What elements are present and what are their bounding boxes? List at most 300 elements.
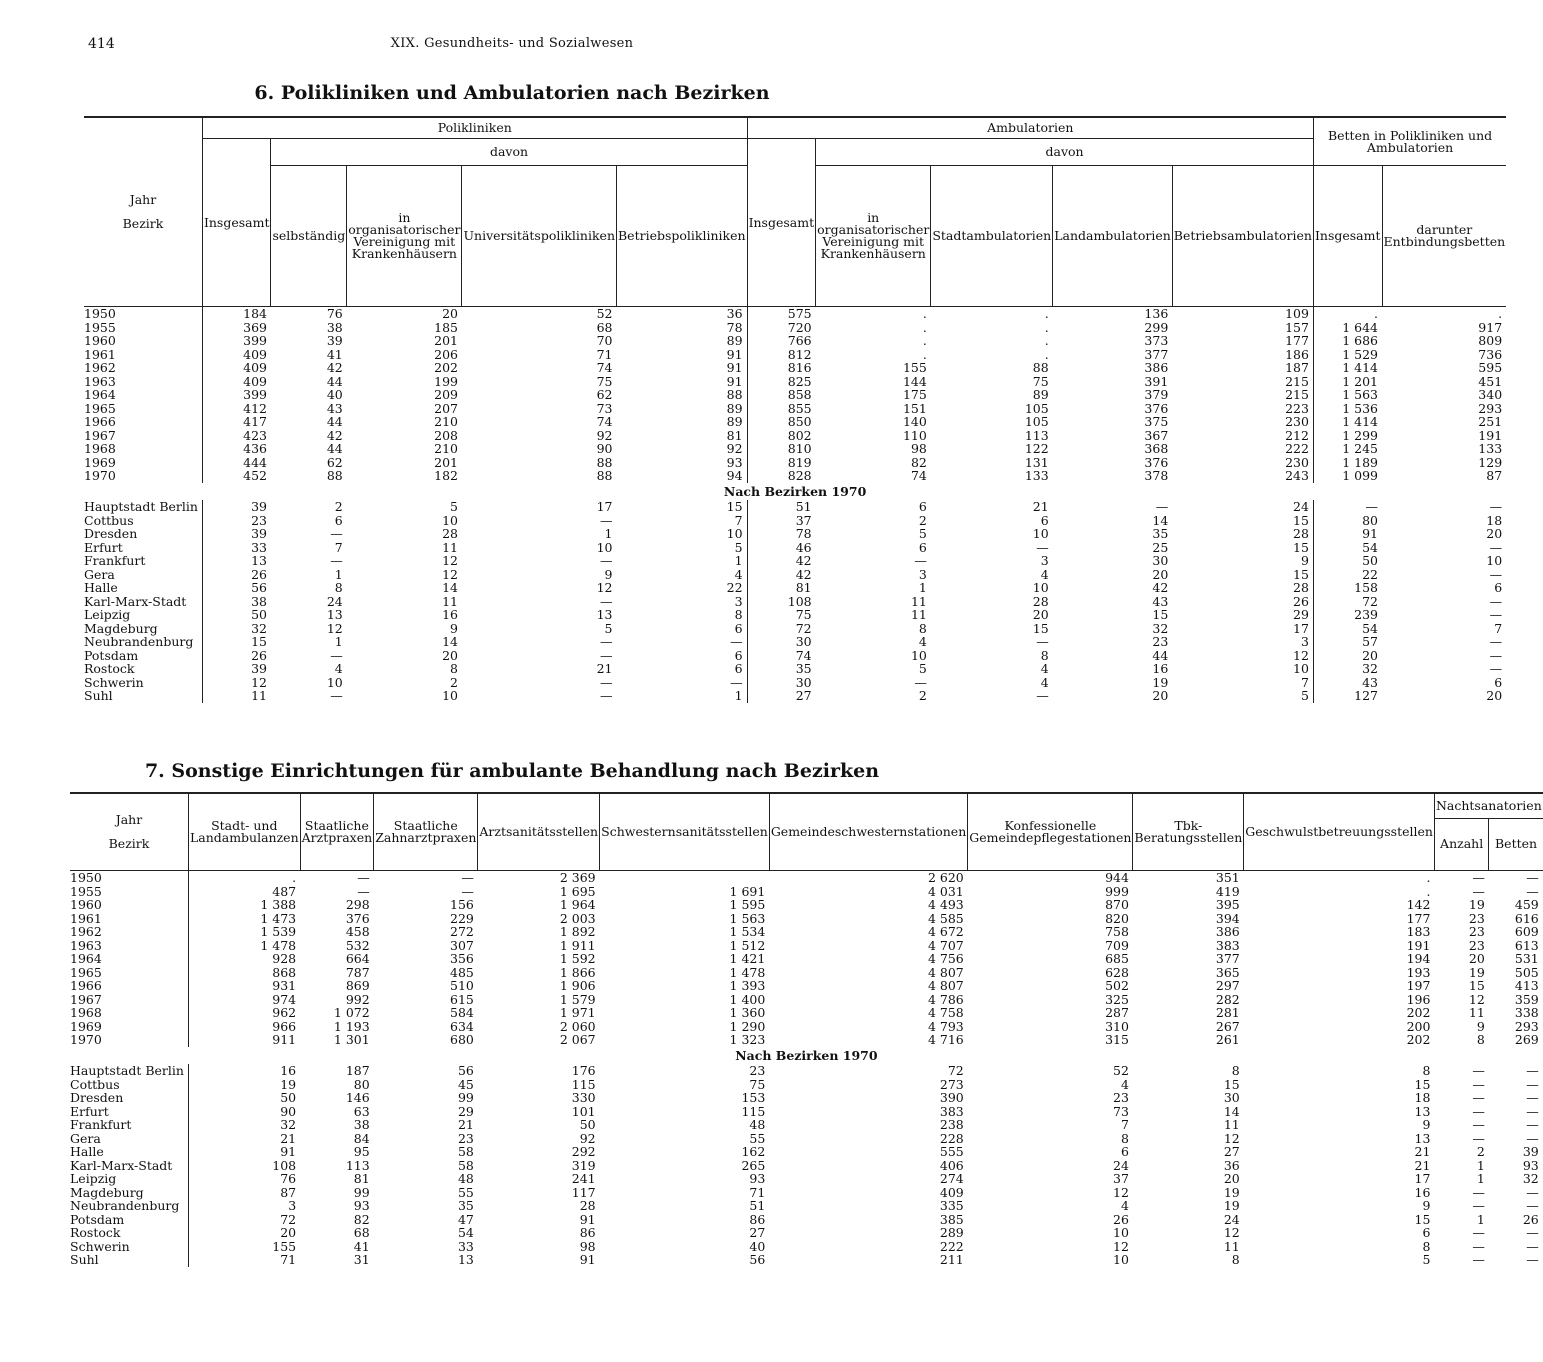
- table-cell: 628: [1105, 964, 1129, 980]
- table-cell: 200: [1406, 1018, 1431, 1034]
- table-cell: 365: [1215, 964, 1240, 980]
- table-cell: 153: [741, 1090, 766, 1105]
- table-cell: 6: [734, 647, 743, 663]
- table-cell: 91: [188, 1145, 300, 1159]
- table-cell: 1 539: [188, 925, 300, 939]
- table-cell: 199: [434, 373, 458, 389]
- table-cell: 1 421: [729, 951, 766, 966]
- table-cell: 2 620: [927, 870, 964, 885]
- table-cell: 38: [326, 319, 343, 335]
- table-cell: 23: [1113, 1090, 1129, 1105]
- table-cell: 98: [910, 441, 927, 456]
- table-cell: 15: [1468, 978, 1485, 993]
- table-cell: .: [1426, 870, 1431, 885]
- table-cell: 7: [334, 539, 343, 555]
- table-cell: 18: [1486, 512, 1503, 528]
- table-cell: —: [1526, 1117, 1539, 1132]
- table-cell: 787: [345, 964, 370, 980]
- table-cell: 3: [734, 593, 743, 609]
- table-cell: .: [1044, 346, 1049, 362]
- table-cell: 5: [1301, 688, 1309, 703]
- table-cell: —: [1489, 499, 1503, 514]
- table-cell: 4 716: [927, 1032, 964, 1047]
- table-cell: 88: [326, 468, 343, 483]
- table-cell: —: [1472, 870, 1485, 885]
- table-row: [70, 952, 1543, 966]
- table-cell: —: [1472, 1076, 1485, 1092]
- table-row: [84, 649, 1506, 663]
- table-row: [70, 1064, 1543, 1078]
- table-cell: 30: [747, 676, 816, 690]
- table-cell: 419: [1215, 883, 1240, 899]
- year-label: 1962: [84, 360, 116, 375]
- table-cell: [600, 871, 770, 885]
- table-cell: 48: [457, 1171, 474, 1186]
- table-cell: 11: [202, 689, 271, 703]
- table-cell: 81: [747, 581, 816, 595]
- table-cell: 8: [1476, 1032, 1485, 1047]
- table-cell: 4: [1040, 661, 1049, 676]
- table-cell: 108: [188, 1159, 300, 1173]
- table-cell: 609: [1514, 924, 1539, 939]
- table-cell: 45: [457, 1076, 474, 1092]
- year-label: 1966: [84, 414, 116, 429]
- table-row: [70, 871, 1543, 885]
- table-cell: 70: [596, 333, 613, 348]
- table-cell: 816: [747, 361, 816, 375]
- table-cell: 24: [326, 593, 343, 609]
- table-cell: 20: [188, 1226, 300, 1240]
- table-cell: .: [922, 319, 927, 335]
- table-cell: 1 193: [333, 1018, 370, 1034]
- table-cell: 8: [450, 661, 458, 676]
- table-row: [70, 979, 1543, 993]
- table-cell: 155: [188, 1240, 300, 1254]
- table-cell: 386: [1215, 924, 1240, 939]
- table-cell: 685: [1105, 951, 1129, 966]
- col-year-district: Jahr Bezirk: [70, 793, 188, 871]
- table-cell: 108: [747, 595, 816, 609]
- table-cell: 73: [596, 400, 613, 416]
- year-label: 1960: [70, 897, 102, 912]
- table-cell: .: [1044, 333, 1049, 348]
- table-cell: 9: [1422, 1198, 1431, 1213]
- table-cell: 129: [1478, 454, 1503, 470]
- table-cell: 1: [334, 566, 343, 582]
- table-cell: 4 758: [927, 1005, 964, 1020]
- table-cell: 72: [947, 1063, 964, 1078]
- table-cell: 273: [939, 1076, 964, 1092]
- table-cell: 91: [726, 360, 743, 375]
- table-cell: 23: [1468, 937, 1485, 953]
- table-cell: 584: [450, 1005, 474, 1020]
- table-cell: 42: [747, 554, 816, 568]
- table-cell: 40: [326, 387, 343, 402]
- table-cell: 30: [1152, 553, 1169, 568]
- table-cell: 858: [747, 388, 816, 402]
- table-cell: 1 323: [729, 1032, 766, 1047]
- district-label: Hauptstadt Berlin: [70, 1063, 184, 1078]
- table-cell: 376: [1144, 454, 1169, 470]
- table-cell: 13: [1414, 1103, 1431, 1119]
- table-cell: 68: [596, 319, 613, 335]
- district-label: Leipzig: [70, 1171, 117, 1186]
- table-cell: 335: [939, 1198, 964, 1213]
- table-row: [70, 1159, 1543, 1173]
- table-cell: 356: [450, 951, 474, 966]
- year-label: 1970: [70, 1032, 102, 1047]
- col-betten-insgesamt: Insgesamt: [1313, 166, 1382, 307]
- table-cell: 2: [334, 499, 343, 514]
- table-cell: 399: [202, 334, 271, 348]
- table-cell: 5: [918, 526, 927, 541]
- col-stadtambulatorien: Stadtambulatorien: [931, 166, 1053, 307]
- col-amb-insgesamt: Insgesamt: [747, 139, 816, 307]
- year-label: 1967: [70, 991, 102, 1007]
- table-cell: 340: [1478, 387, 1503, 402]
- table-cell: 136: [1144, 306, 1169, 321]
- table-cell: 9: [1301, 553, 1309, 568]
- table-cell: 4: [334, 661, 343, 676]
- table-cell: 379: [1144, 387, 1169, 402]
- table-cell: 10: [442, 688, 458, 703]
- table-cell: 855: [747, 402, 816, 416]
- year-label: 1961: [70, 910, 102, 926]
- table-cell: 176: [571, 1063, 596, 1078]
- table-cell: 39: [202, 662, 271, 676]
- table-cell: —: [1472, 1184, 1485, 1200]
- table-row: [70, 1020, 1543, 1034]
- col-amb-org-vereinigung: in organisatorischer Vereinigung mit Krankenhäusern: [816, 166, 931, 307]
- table-row: [70, 1033, 1543, 1047]
- table-cell: 664: [345, 951, 370, 966]
- col-zahnarztpraxen: Staatliche Zahnarztpraxen: [374, 793, 478, 871]
- table-cell: 12: [596, 580, 613, 595]
- col-betriebsambulatorien: Betriebsambulatorien: [1172, 166, 1313, 307]
- table-cell: 7: [734, 512, 743, 528]
- table-cell: 73: [1113, 1103, 1129, 1119]
- table-row: [70, 966, 1543, 980]
- table-cell: 281: [1215, 1005, 1240, 1020]
- table-cell: 55: [457, 1184, 474, 1200]
- col-ambulanzen: Stadt- und Landambulanzen: [188, 793, 300, 871]
- table-cell: 4: [1120, 1076, 1129, 1092]
- table-cell: 8: [1120, 1130, 1129, 1146]
- table-cell: 211: [939, 1252, 964, 1267]
- table-cell: —: [1155, 499, 1169, 514]
- table-cell: 13: [596, 607, 613, 622]
- table-cell: 8: [1231, 1063, 1240, 1078]
- table-cell: 12: [1223, 1130, 1240, 1146]
- table-cell: 26: [1113, 1211, 1129, 1227]
- col-poli-insgesamt: Insgesamt: [202, 139, 271, 307]
- table-cell: —: [1526, 1198, 1539, 1213]
- table-row: [84, 500, 1506, 514]
- district-label: Dresden: [70, 1090, 124, 1105]
- table-cell: 71: [749, 1184, 766, 1200]
- table-cell: 6: [918, 539, 927, 555]
- table-cell: 406: [939, 1157, 964, 1173]
- table-cell: 3: [918, 566, 927, 582]
- table-cell: 1 245: [1313, 442, 1382, 456]
- table-row: [84, 662, 1506, 676]
- table-cell: 44: [326, 414, 343, 429]
- table-row: [84, 361, 1506, 375]
- table-row: [70, 912, 1543, 926]
- table-cell: 89: [1032, 387, 1049, 402]
- table-cell: 1 644: [1313, 321, 1382, 335]
- table-cell: 13: [457, 1252, 474, 1267]
- table-row: [70, 1213, 1543, 1227]
- table-cell: 272: [450, 924, 474, 939]
- table-cell: —: [1526, 1090, 1539, 1105]
- table-row: [84, 581, 1506, 595]
- table6: [84, 116, 1506, 703]
- table-cell: 1 529: [1313, 348, 1382, 362]
- table-cell: 230: [1285, 454, 1309, 470]
- table-cell: 9: [450, 620, 458, 636]
- table-cell: 820: [1105, 910, 1129, 926]
- table-row: [84, 622, 1506, 636]
- table-cell: 91: [726, 373, 743, 389]
- table-cell: 20: [1152, 566, 1169, 582]
- table-cell: 58: [457, 1157, 474, 1173]
- year-label: 1964: [84, 387, 116, 402]
- table-cell: 4 793: [927, 1018, 964, 1034]
- table-cell: 12: [1113, 1184, 1129, 1200]
- subheading-row: [84, 483, 1506, 501]
- table-cell: 76: [188, 1172, 300, 1186]
- col-geschwulstbetreuungsstellen: Geschwulstbetreuungsstellen: [1244, 793, 1435, 871]
- table-cell: 72: [188, 1213, 300, 1227]
- district-label: Potsdam: [70, 1211, 125, 1227]
- table-cell: 261: [1215, 1032, 1240, 1047]
- table-cell: 94: [726, 468, 743, 483]
- table-cell: 850: [747, 415, 816, 429]
- table-cell: 54: [1313, 541, 1382, 555]
- table-row: [70, 1226, 1543, 1240]
- table-cell: 28: [1032, 593, 1049, 609]
- table-cell: 187: [1285, 360, 1309, 375]
- table-cell: 50: [579, 1117, 596, 1132]
- table-cell: 75: [749, 1076, 766, 1092]
- table-cell: —: [730, 634, 743, 649]
- table-cell: 28: [579, 1198, 596, 1213]
- district-label: Gera: [70, 1130, 101, 1146]
- table-cell: 736: [1478, 346, 1503, 362]
- table-cell: 78: [747, 527, 816, 541]
- table-cell: 88: [1032, 360, 1049, 375]
- table-cell: 3: [1301, 634, 1309, 649]
- table-cell: 17: [1293, 620, 1309, 636]
- table-cell: .: [922, 306, 927, 321]
- table-cell: 505: [1514, 964, 1539, 980]
- table-cell: 12: [1223, 1225, 1240, 1240]
- table-cell: 487: [188, 885, 300, 899]
- table-cell: 510: [450, 978, 474, 993]
- year-label: 1969: [84, 454, 116, 470]
- table-cell: 42: [747, 568, 816, 582]
- table-row: [84, 321, 1506, 335]
- table-cell: 6: [334, 512, 343, 528]
- table-cell: 37: [1113, 1171, 1129, 1186]
- table-cell: 81: [353, 1171, 370, 1186]
- table-cell: 20: [1486, 688, 1503, 703]
- table-cell: 870: [1105, 897, 1129, 912]
- table-cell: 99: [353, 1184, 370, 1200]
- col-betriebs-polikliniken: Betriebspolikliniken: [617, 166, 748, 307]
- table-cell: 269: [1514, 1032, 1539, 1047]
- table-cell: 238: [939, 1117, 964, 1132]
- table-cell: 177: [1406, 910, 1431, 926]
- table-cell: 6: [1040, 512, 1049, 528]
- table-cell: 9: [1422, 1117, 1431, 1132]
- table-cell: 10: [1032, 526, 1049, 541]
- table-cell: 351: [1215, 870, 1240, 885]
- table-cell: —: [1472, 1238, 1485, 1254]
- table-cell: 54: [457, 1225, 474, 1240]
- table-cell: 110: [902, 427, 927, 443]
- table-cell: —: [1472, 1225, 1485, 1240]
- table-row: [84, 527, 1506, 541]
- table-cell: —: [1526, 870, 1539, 885]
- table-cell: 8: [334, 580, 343, 595]
- table-cell: 1 695: [559, 883, 596, 899]
- table-cell: 39: [326, 333, 343, 348]
- table-cell: 1 971: [559, 1005, 596, 1020]
- table-row: [84, 442, 1506, 456]
- table-cell: 531: [1514, 951, 1539, 966]
- table-cell: —: [1489, 593, 1503, 609]
- table-cell: 26: [1522, 1211, 1539, 1227]
- table-cell: 15: [726, 499, 743, 514]
- table-cell: 28: [1293, 526, 1309, 541]
- table-cell: —: [1526, 1130, 1539, 1146]
- table-cell: 297: [1215, 978, 1240, 993]
- table-cell: 15: [1414, 1211, 1431, 1227]
- table7-title: 7. Sonstige Einrichtungen für ambulante Behandlung nach Bezirken: [144, 760, 880, 782]
- section-subheading: Nach Bezirken 1970: [723, 483, 867, 499]
- table-row: [84, 429, 1506, 443]
- table-cell: 485: [450, 964, 474, 980]
- table-cell: 175: [902, 387, 927, 402]
- district-label: Erfurt: [84, 539, 123, 555]
- table-cell: 3: [1040, 553, 1049, 568]
- table-cell: 95: [353, 1144, 370, 1159]
- table-cell: 32: [202, 622, 271, 636]
- table-cell: 409: [202, 375, 271, 389]
- table-cell: 287: [1105, 1005, 1129, 1020]
- table-row: [70, 1253, 1543, 1267]
- table-cell: 81: [726, 427, 743, 443]
- table-cell: 928: [188, 952, 300, 966]
- table-cell: 87: [1486, 468, 1503, 483]
- table-cell: 29: [1293, 607, 1309, 622]
- table-cell: 825: [747, 375, 816, 389]
- table-cell: —: [600, 512, 613, 528]
- table-cell: 502: [1105, 978, 1129, 993]
- table6-title: 6. Polikliniken und Ambulatorien nach Bezirken: [254, 82, 770, 104]
- table-cell: —: [914, 553, 927, 568]
- table-cell: 451: [1478, 373, 1503, 389]
- col-amb-davon: davon: [816, 139, 1314, 166]
- table-cell: 75: [596, 373, 613, 389]
- table-cell: 819: [747, 456, 816, 470]
- district-label: Rostock: [70, 1225, 121, 1240]
- table-cell: 330: [571, 1090, 596, 1105]
- table-cell: —: [1526, 1076, 1539, 1092]
- table-cell: 32: [1152, 620, 1169, 636]
- table-cell: 78: [726, 319, 743, 335]
- table-cell: 20: [442, 306, 458, 321]
- table-row: [70, 1105, 1543, 1119]
- table-cell: 223: [1285, 400, 1309, 416]
- year-label: 1965: [84, 400, 116, 416]
- table-cell: 720: [747, 321, 816, 335]
- district-label: Karl-Marx-Stadt: [70, 1157, 173, 1173]
- table-cell: 76: [326, 306, 343, 321]
- table-cell: 680: [450, 1032, 474, 1047]
- table-row: [84, 388, 1506, 402]
- table-cell: 575: [747, 307, 816, 321]
- table-row: [84, 676, 1506, 690]
- table-row: [70, 1078, 1543, 1092]
- table-cell: 595: [1478, 360, 1503, 375]
- table-cell: 11: [442, 539, 458, 555]
- table-cell: —: [461, 870, 474, 885]
- table-row: [70, 1132, 1543, 1146]
- year-label: 1950: [84, 306, 116, 321]
- table-cell: 2: [918, 512, 927, 528]
- table-cell: 74: [747, 649, 816, 663]
- table-cell: 86: [749, 1211, 766, 1227]
- table-cell: 2 060: [559, 1018, 596, 1034]
- table-cell: 409: [202, 361, 271, 375]
- table-cell: —: [330, 647, 343, 663]
- table-cell: 267: [1215, 1018, 1240, 1034]
- table-cell: 241: [571, 1171, 596, 1186]
- table-cell: 6: [1494, 580, 1503, 595]
- table-cell: 1 400: [729, 991, 766, 1007]
- table-cell: 766: [747, 334, 816, 348]
- table-cell: —: [1526, 1252, 1539, 1267]
- table-cell: 14: [1223, 1103, 1240, 1119]
- table-cell: 155: [902, 360, 927, 375]
- table-cell: 293: [1514, 1018, 1539, 1034]
- table-cell: 87: [188, 1186, 300, 1200]
- table-cell: 229: [450, 910, 474, 926]
- table-row: [70, 925, 1543, 939]
- table-cell: 50: [188, 1091, 300, 1105]
- table-cell: 183: [1406, 924, 1431, 939]
- table-row: [84, 554, 1506, 568]
- table-cell: 93: [726, 454, 743, 470]
- table-cell: 187: [345, 1063, 370, 1078]
- table-cell: 202: [1406, 1032, 1431, 1047]
- table-cell: 20: [1468, 951, 1485, 966]
- table-cell: 191: [1478, 427, 1503, 443]
- district-label: Frankfurt: [70, 1117, 132, 1132]
- table-row: [70, 1091, 1543, 1105]
- table-cell: 2 003: [559, 910, 596, 926]
- table-cell: 20: [1032, 607, 1049, 622]
- table-cell: 92: [726, 441, 743, 456]
- table-row: [84, 375, 1506, 389]
- table-cell: —: [600, 674, 613, 690]
- table-cell: 2: [1476, 1144, 1485, 1159]
- table-cell: 43: [1152, 593, 1169, 609]
- table-row: [70, 1006, 1543, 1020]
